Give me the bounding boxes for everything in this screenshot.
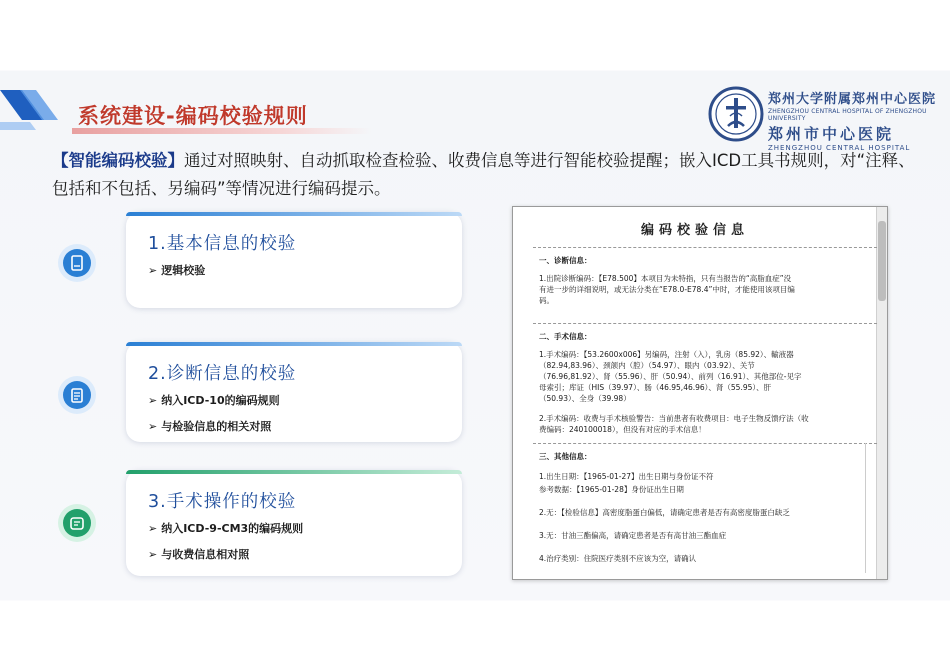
bullet-arrow-icon: ➢	[148, 548, 158, 561]
dialog-line: （76.96,81.92）、肾（55.96）、肝（50.94）、前列（16.91）、其他部位-见字	[539, 372, 802, 381]
code-validation-dialog	[512, 206, 888, 580]
section-divider	[533, 443, 877, 444]
section-divider	[533, 323, 877, 324]
scrollbar[interactable]	[876, 207, 887, 579]
card-title: 1.基本信息的校验	[148, 234, 297, 254]
card-basic-info	[126, 212, 462, 308]
intro-text: 通过对照映射、自动抓取检查检验、收费信息等进行智能校验提醒；嵌入ICD工具书规则，对“注释、包括和不包括、另编码”等情况进行编码提示。	[52, 151, 915, 198]
dialog-line: 1.出院诊断编码：【E78.500】本项目为未特指，只有当报告的“高脂血症”没	[539, 274, 792, 283]
intro-highlight: 【智能编码校验】	[52, 151, 184, 170]
dialog-line: （82.94,83.96）、颈颌内（腔）（54.97）、眼内（03.92）、关节	[539, 361, 755, 370]
bullet-arrow-icon: ➢	[148, 522, 158, 535]
bullet-arrow-icon: ➢	[148, 264, 158, 277]
slide-title: 系统建设-编码校验规则	[78, 104, 308, 128]
bullet-arrow-icon: ➢	[148, 394, 158, 407]
dialog-line: 2.无：【检验信息】高密度脂蛋白偏低，请确定患者是否有高密度脂蛋白缺乏	[539, 508, 790, 517]
procedure-icon	[58, 504, 96, 542]
clipboard-icon	[58, 376, 96, 414]
dialog-line: 费编码：240100018），但没有对应的手术信息！	[539, 425, 706, 434]
section-heading: 一、诊断信息：	[539, 256, 592, 265]
section-heading: 二、手术信息：	[539, 332, 592, 341]
hospital-name-bottom-en: ZHENGZHOU CENTRAL HOSPITAL	[768, 144, 911, 152]
dialog-line: （50.93）、全身（39.98）	[539, 394, 631, 403]
section-heading: 三、其他信息：	[539, 452, 592, 461]
dialog-line: 1.出生日期：【1965-01-27】出生日期与身份证不符	[539, 472, 714, 481]
card-title: 3.手术操作的校验	[148, 492, 297, 512]
corner-decoration	[0, 82, 80, 142]
dialog-title: 编码校验信息	[640, 223, 749, 238]
intro-paragraph	[52, 147, 922, 203]
hospital-name-top: 郑州大学附属郑州中心医院	[768, 92, 937, 107]
scrollbar-thumb[interactable]	[878, 221, 886, 301]
title-underline	[72, 128, 372, 134]
card-bullet: ➢ 纳入ICD-9-CM3的编码规则	[148, 522, 304, 535]
card-accent-bar	[126, 342, 462, 346]
dialog-line: 1.手术编码：【53.2600x006】另编码，注射（入），乳房（85.92）、輸液器	[539, 350, 794, 359]
card-accent-bar	[126, 470, 462, 474]
dialog-line: 母索引；库证（HIS（39.97）、肠（46.95,46.96）、肾（55.95）、肝	[539, 383, 772, 392]
dialog-line: 码。	[539, 296, 554, 305]
card-bullet: ➢ 逻辑校验	[148, 264, 206, 277]
bullet-arrow-icon: ➢	[148, 420, 158, 433]
hospital-name-top-en: ZHENGZHOU CENTRAL HOSPITAL OF ZHENGZHOU UNIVERSITY	[768, 108, 927, 122]
card-bullet: ➢ 与检验信息的相关对照	[148, 420, 272, 433]
document-icon	[58, 244, 96, 282]
dialog-line: 4.治疗类别：住院医疗类别不应该为空，请确认	[539, 554, 697, 563]
section-divider	[533, 247, 877, 248]
card-diagnosis-info	[126, 342, 462, 442]
dialog-line: 有进一步的详细说明，或无法分类在“E78.0-E78.4”中时，才能使用该项目编	[539, 285, 795, 294]
hospital-logo-icon	[708, 86, 764, 142]
card-title: 2.诊断信息的校验	[148, 364, 297, 384]
dialog-line: 3.无：甘油三酯偏高，请确定患者是否有高甘油三酯血症	[539, 531, 727, 540]
hospital-name-bottom: 郑州市中心医院	[768, 125, 895, 143]
card-bullet: ➢ 纳入ICD-10的编码规则	[148, 394, 280, 407]
card-bullet: ➢ 与收费信息相对照	[148, 548, 250, 561]
dialog-line: 2.手术编码：收费与手术核验警告：当前患者有收费项目：电子生物反馈疗法（收	[539, 414, 809, 423]
hospital-name-block	[768, 88, 938, 152]
card-procedure-info	[126, 470, 462, 576]
panel-edge	[865, 443, 866, 573]
card-accent-bar	[126, 212, 462, 216]
dialog-line: 参考数据：【1965-01-28】身份证出生日期	[539, 485, 684, 494]
